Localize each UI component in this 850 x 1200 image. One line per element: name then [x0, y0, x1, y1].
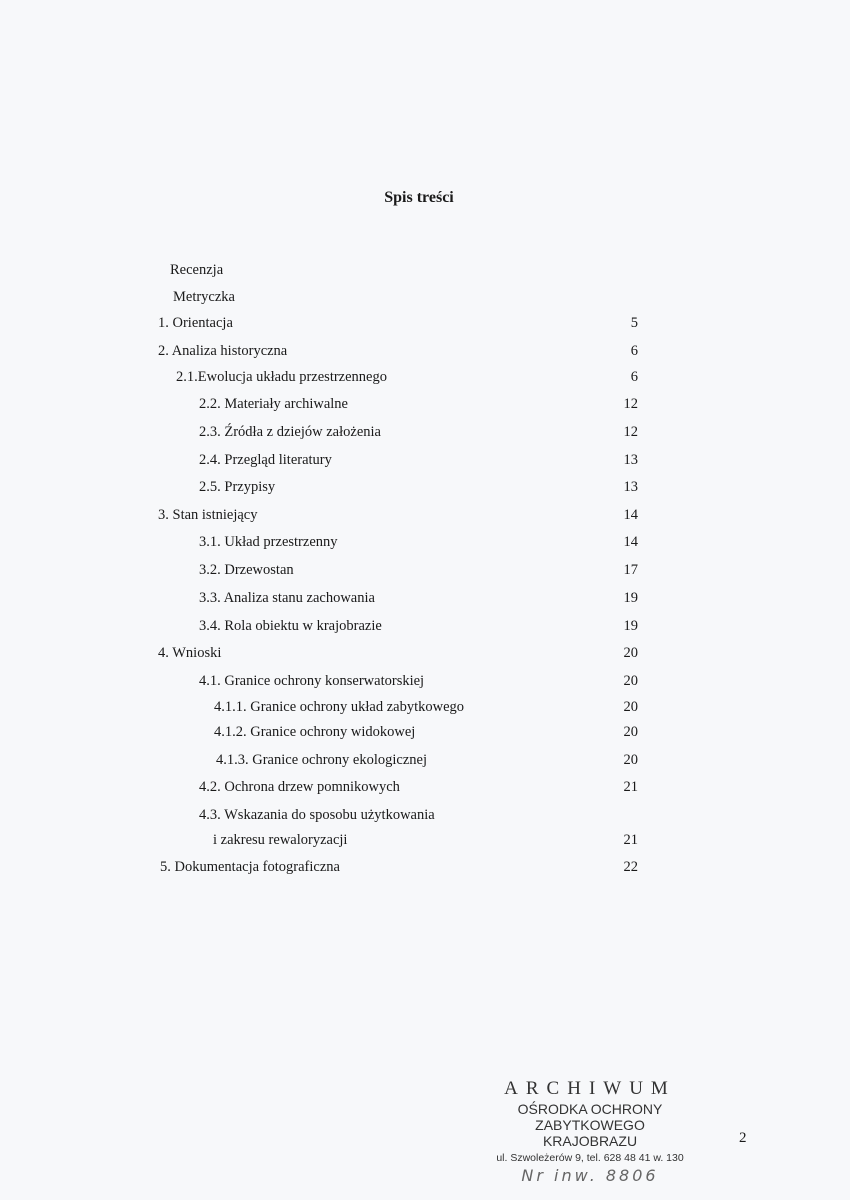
toc-page-number: 19: [623, 618, 638, 634]
toc-entry: i zakresu rewaloryzacji: [213, 832, 348, 848]
toc-entry: 2.2. Materiały archiwalne: [199, 396, 348, 412]
toc-page-number: 20: [623, 673, 638, 689]
toc-entry: 5. Dokumentacja fotograficzna: [160, 859, 340, 875]
toc-page-number: 17: [623, 562, 638, 578]
toc-entry: 4.1.2. Granice ochrony widokowej: [214, 724, 416, 740]
page-title: [0, 189, 850, 207]
toc-page-number: 12: [623, 396, 638, 412]
stamp-line: ZABYTKOWEGO KRAJOBRAZU: [535, 1117, 645, 1149]
toc-entry: 1. Orientacja: [158, 315, 233, 331]
toc-page-number: 20: [623, 699, 638, 715]
toc-page-number: 13: [623, 479, 638, 495]
toc-page-number: 22: [623, 859, 638, 875]
toc-entry: 2.5. Przypisy: [199, 479, 276, 495]
toc-entry: 3.4. Rola obiektu w krajobrazie: [199, 618, 382, 634]
toc-entry: Recenzja: [170, 262, 224, 278]
page-number: 2: [739, 1130, 747, 1146]
title-text: Spis treści: [384, 189, 454, 206]
toc-page-number: 20: [623, 752, 638, 768]
toc-entry: 3. Stan istniejący: [158, 507, 258, 523]
toc-page-number: 12: [623, 424, 638, 440]
toc-entry: 4.2. Ochrona drzew pomnikowych: [199, 779, 400, 795]
toc-entry: 4.1.3. Granice ochrony ekologicznej: [216, 752, 427, 768]
toc-page-number: 20: [623, 645, 638, 661]
handwritten-inventory-number: Nr inw. 8806: [521, 1166, 659, 1185]
stamp-address: ul. Szwoleżerów 9, tel. 628 48 41 w. 130: [496, 1152, 684, 1164]
toc-page-number: 6: [630, 369, 638, 385]
archive-stamp: [490, 1078, 690, 1185]
toc-entry: 3.2. Drzewostan: [199, 562, 294, 578]
toc-entry: 3.3. Analiza stanu zachowania: [199, 590, 375, 606]
toc-page-number: 13: [623, 452, 638, 468]
toc-entry: 4.3. Wskazania do sposobu użytkowania: [199, 807, 435, 823]
toc-page-number: 5: [630, 315, 638, 331]
toc-page-number: 19: [623, 590, 638, 606]
toc-page-number: 14: [623, 534, 638, 550]
toc-page-number: 21: [623, 779, 638, 795]
stamp-line: OŚRODKA OCHRONY: [517, 1101, 663, 1117]
toc-entry: 2.3. Źródła z dziejów założenia: [199, 424, 381, 440]
toc-entry: Metryczka: [173, 289, 235, 305]
toc-entry: 3.1. Układ przestrzenny: [199, 534, 338, 550]
toc-page-number: 6: [630, 343, 638, 359]
toc-entry: 2.4. Przegląd literatury: [199, 452, 332, 468]
toc-entry: 2.1.Ewolucja układu przestrzennego: [176, 369, 387, 385]
toc-page-number: 21: [623, 832, 638, 848]
stamp-line: ARCHIWUM: [504, 1078, 676, 1099]
toc-page-number: 20: [623, 724, 638, 740]
toc-entry: 4. Wnioski: [158, 645, 222, 661]
toc-entry: 4.1. Granice ochrony konserwatorskiej: [199, 673, 425, 689]
toc-page-number: 14: [623, 507, 638, 523]
toc-entry: 4.1.1. Granice ochrony układ zabytkowego: [214, 699, 465, 715]
toc-entry: 2. Analiza historyczna: [158, 343, 288, 359]
